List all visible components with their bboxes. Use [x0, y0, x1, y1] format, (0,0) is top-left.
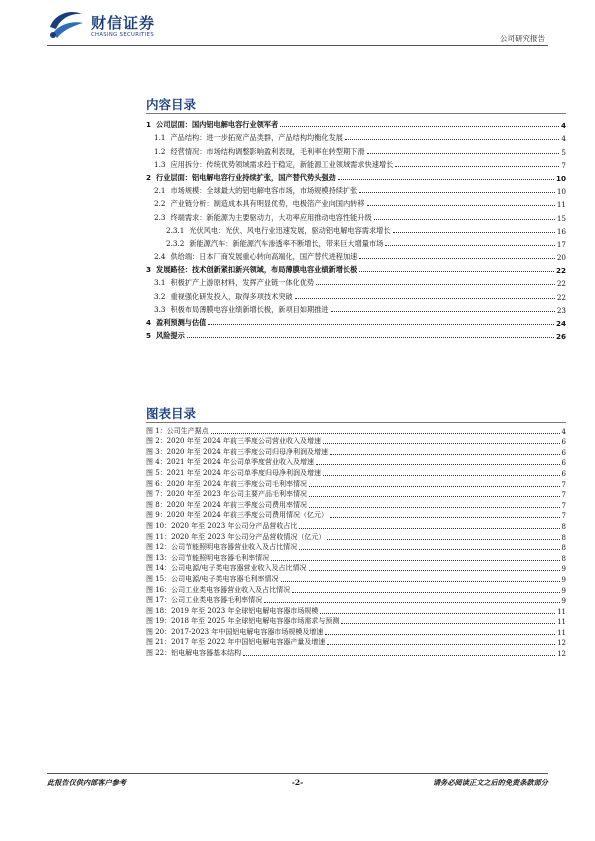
dot-leader [395, 166, 559, 167]
figure-entry-page: 9 [561, 597, 566, 606]
toc-entry-number: 2.2 [154, 199, 166, 209]
figure-entry-page: 7 [561, 512, 566, 521]
toc-entry-text: 供给端：日本厂商发展重心转向高端化，国产替代进程加速 [170, 252, 358, 262]
toc-entry[interactable] [146, 117, 566, 130]
toc-entry[interactable] [146, 275, 566, 288]
dot-leader [338, 179, 554, 180]
footer-divider [47, 773, 548, 774]
figure-entry-page: 8 [561, 544, 566, 553]
dot-leader [385, 245, 554, 246]
dot-leader [345, 139, 559, 140]
figure-entry-label: 图 21：2017 年至 2022 年中国铝电解电容器产量及增速 [146, 638, 326, 647]
figure-entry-page: 8 [561, 554, 566, 563]
dot-leader [281, 581, 560, 582]
figure-entry-label: 图 1：公司生产据点 [146, 426, 209, 435]
dot-leader [243, 655, 555, 656]
figure-entry[interactable] [146, 478, 566, 489]
toc-entry-page: 4 [560, 121, 566, 131]
dot-leader [327, 539, 559, 540]
dot-leader [271, 560, 559, 561]
figure-entry[interactable] [146, 436, 566, 447]
figure-entry[interactable] [146, 584, 566, 595]
figure-entry[interactable] [146, 552, 566, 563]
toc-entry-page: 7 [561, 160, 566, 170]
dot-leader [309, 496, 560, 497]
figure-entry[interactable] [146, 542, 566, 553]
toc-entry-text: 积极布局薄膜电容业绩新增长极，新项目如期推进 [170, 304, 329, 314]
toc-entry-label [146, 318, 206, 328]
figure-entry[interactable] [146, 510, 566, 521]
toc-entry-label [146, 120, 278, 130]
dot-leader [187, 337, 554, 338]
report-type-label: 公司研究报告 [500, 34, 545, 43]
figure-entry-label: 图 18：2019 年至 2023 年全球铝电解电容器市场规模 [146, 606, 319, 615]
figure-entry-label: 图 13：公司节能照明电容器毛利率情况 [146, 553, 270, 562]
toc-entry-text: 产品结构：进一步拓宽产品类群，产品结构均衡化发展 [170, 133, 343, 143]
toc-entry-text: 重视强化研发投入，取得多项技术突破 [170, 291, 293, 301]
dot-leader [280, 126, 559, 127]
toc-entry-page: 5 [561, 147, 566, 157]
toc-title: 内容目录 [146, 97, 197, 112]
toc-entry-text: 公司层面：国内铝电解电容行业领军者 [156, 120, 279, 130]
toc-entry[interactable] [146, 288, 566, 301]
dot-leader [309, 486, 560, 487]
header-divider [47, 45, 548, 46]
logo-name-cn: 财信证券 [91, 14, 156, 32]
figure-entry[interactable] [146, 531, 566, 542]
dot-leader [323, 475, 560, 476]
toc-entry-number: 1.3 [154, 159, 166, 169]
figure-entry-label: 图 15：公司电源/电子类电容器毛利率情况 [146, 574, 279, 583]
toc-entry-number: 5 [146, 331, 152, 341]
toc-entry-label [154, 305, 329, 315]
dot-leader [320, 613, 555, 614]
figure-entry-page: 4 [561, 427, 566, 436]
toc-entry-text: 发展路径：技术创新紧扣新兴领域，布局薄膜电容业绩新增长极 [156, 265, 358, 275]
figure-entry-label: 图 9：2020 年至 2024 年前三季度公司费用情况（亿元） [146, 511, 328, 520]
figure-entry[interactable] [146, 563, 566, 574]
toc-entry-page: 10 [555, 173, 566, 183]
toc-entry-number: 4 [146, 318, 152, 327]
figure-entry-page: 8 [561, 522, 566, 531]
toc-entry-number: 3.3 [154, 304, 166, 314]
toc-entry-number: 1.2 [154, 146, 166, 156]
figure-entry-label: 图 5：2021 年至 2024 年公司单季度归母净利润及增速 [146, 468, 321, 477]
dot-leader [367, 205, 555, 206]
dot-leader [341, 623, 555, 624]
logo-name-en: CHASING SECURITIES [91, 32, 155, 38]
company-logo [47, 9, 187, 45]
dot-leader [264, 602, 559, 603]
toc-entry[interactable] [146, 262, 566, 275]
toc-entry-text: 风险提示 [156, 331, 185, 341]
toc-title-divider [146, 113, 566, 114]
toc-entry-page: 16 [556, 226, 566, 236]
dot-leader [323, 443, 560, 444]
dot-leader [393, 232, 555, 233]
figure-entry[interactable] [146, 605, 566, 616]
figure-entry[interactable] [146, 425, 566, 436]
footer-notice: 请务必阅读正文之后的免责条款部分 [432, 778, 548, 787]
figure-entry-label: 图 2：2020 年至 2024 年前三季度公司营业收入及增速 [146, 437, 321, 446]
dot-leader [374, 219, 555, 220]
figure-entry[interactable] [146, 626, 566, 637]
toc-entry-label [154, 252, 357, 262]
toc-entry-label [146, 265, 357, 275]
toc-entry-text: 积极扩产上游原材料，发挥产业链一体化优势 [170, 278, 315, 288]
figure-entry-label: 图 16：公司工业类电容器营业收入及占比情况 [146, 585, 291, 594]
toc-entry[interactable] [146, 302, 566, 315]
figure-entry-page: 9 [561, 586, 566, 595]
toc-entry-text: 市场规模：全球最大的铝电解电容市场，市场规模持续扩张 [170, 186, 358, 196]
figure-entry-label: 图 6：2020 年至 2024 年前三季度公司毛利率情况 [146, 479, 307, 488]
dot-leader [309, 570, 560, 571]
toc-entry-number: 2.3 [154, 212, 166, 222]
figure-entry-label: 图 11：2020 年至 2023 年公司分产品营收情况（亿元） [146, 532, 326, 541]
toc-entry-label [154, 213, 372, 223]
dot-leader [359, 192, 555, 193]
dot-leader [325, 634, 555, 635]
dot-leader [331, 311, 555, 312]
dot-leader [299, 528, 559, 529]
figure-entry[interactable] [146, 616, 566, 627]
figure-entry-page: 7 [561, 491, 566, 500]
figure-entry-label: 图 22：铝电解电容器基本结构 [146, 649, 242, 658]
toc-entry[interactable] [146, 157, 566, 170]
figure-entry-page: 9 [561, 565, 566, 574]
figure-entry[interactable] [146, 467, 566, 478]
figure-entry[interactable] [146, 446, 566, 457]
toc-entry[interactable] [146, 183, 566, 196]
toc-entry[interactable] [146, 143, 566, 156]
toc-entry-page: 24 [555, 319, 566, 328]
toc-entry-number: 3.1 [154, 278, 166, 288]
toc-entry[interactable] [146, 236, 566, 249]
dot-leader [292, 592, 559, 593]
dot-leader [327, 644, 555, 645]
toc-entry-number: 2 [146, 172, 152, 182]
page-number: -2- [291, 778, 304, 787]
dot-leader [309, 507, 560, 508]
toc-entry-page: 20 [556, 253, 566, 263]
dot-leader [211, 433, 560, 434]
toc-entry-number: 1 [146, 120, 152, 130]
toc-entry-number: 2.3.2 [166, 238, 185, 248]
toc-entry-page: 22 [555, 266, 566, 276]
toc-entry-page: 10 [556, 187, 566, 197]
toc-entry-number: 2.4 [154, 252, 166, 262]
dot-leader [359, 271, 554, 272]
figure-entry-label: 图 8：2020 年至 2024 年前三季度公司费用率情况 [146, 500, 307, 509]
dot-leader [295, 298, 555, 299]
figure-entry-label: 图 17：公司工业类电容器毛利率情况 [146, 596, 263, 605]
figure-entry-page: 9 [561, 575, 566, 584]
toc-entry-label [166, 239, 383, 249]
figures-title-divider [146, 422, 566, 423]
dot-leader [359, 258, 555, 259]
toc-entry[interactable] [146, 209, 566, 222]
logo-mark-icon [47, 9, 85, 41]
figure-list [146, 425, 566, 658]
toc-entry-page: 23 [556, 305, 566, 315]
dot-leader [367, 153, 560, 154]
figure-entry[interactable] [146, 595, 566, 606]
toc-entry-page: 4 [561, 134, 566, 144]
footer-disclaimer: 此报告仅供内部客户参考 [47, 778, 127, 787]
toc-entry-page: 22 [556, 279, 566, 289]
figure-entry[interactable] [146, 499, 566, 510]
toc-entry-page: 17 [556, 239, 566, 249]
figure-entry-label: 图 14：公司电源/电子类电容器营业收入及占比情况 [146, 564, 307, 573]
figure-entry-label: 图 19：2018 年至 2025 年全球铝电解电容器市场需求与预测 [146, 617, 340, 626]
figure-entry-page: 6 [561, 469, 566, 478]
toc-entry-text: 经营情况：市场结构调整影响盈利表现，毛利率在转型期下滑 [170, 146, 365, 156]
toc-entry[interactable] [146, 328, 566, 341]
dot-leader [208, 324, 554, 325]
toc-entry-label [154, 186, 357, 196]
toc-entry-number: 2.1 [154, 186, 166, 196]
toc-entry-label [146, 173, 336, 183]
figure-entry-page: 11 [557, 618, 566, 627]
table-of-contents [146, 117, 566, 341]
figure-entry[interactable] [146, 520, 566, 531]
dot-leader [330, 517, 560, 518]
toc-entry-number: 3 [146, 265, 152, 275]
toc-entry[interactable] [146, 130, 566, 143]
toc-entry-text: 终端需求：新能源为主要驱动力，大功率应用推动电容性能升级 [170, 212, 372, 222]
figure-entry-page: 11 [557, 607, 566, 616]
toc-entry[interactable] [146, 223, 566, 236]
dot-leader [299, 549, 559, 550]
toc-entry[interactable] [146, 170, 566, 183]
toc-entry-label [154, 199, 365, 209]
toc-entry-text: 行业层面：铝电解电容行业持续扩张，国产替代势头强劲 [156, 172, 336, 182]
toc-entry-label [166, 226, 391, 236]
toc-entry-text: 产业链分析：制造成本具有明显优势，电极箔产业向国内转移 [170, 199, 365, 209]
toc-entry[interactable] [146, 196, 566, 209]
figure-entry-page: 6 [561, 459, 566, 468]
toc-entry-number: 1.1 [154, 133, 166, 143]
figure-entry-page: 12 [557, 639, 566, 648]
figure-entry-page: 12 [557, 650, 566, 659]
toc-entry-label [154, 160, 393, 170]
figure-entry-label: 图 4：2021 年至 2024 年公司单季度营业收入及增速 [146, 458, 314, 467]
figure-entry[interactable] [146, 647, 566, 658]
toc-entry-label [154, 292, 293, 302]
figure-entry-label: 图 10：2020 年至 2023 年公司分产品营收占比 [146, 521, 298, 530]
dot-leader [316, 464, 560, 465]
dot-leader [316, 284, 555, 285]
figure-entry-page: 6 [561, 438, 566, 447]
toc-entry-text: 新能源汽车：新能源汽车渗透率不断增长，带来巨大增量市场 [189, 238, 384, 248]
figure-entry-page: 7 [561, 501, 566, 510]
figure-entry-label: 图 3：2020 年至 2024 年前三季度公司归母净利润及增速 [146, 447, 328, 456]
dot-leader [330, 454, 560, 455]
toc-entry-number: 2.3.1 [166, 225, 185, 235]
toc-entry-page: 15 [556, 213, 566, 223]
toc-entry-page: 22 [556, 292, 566, 302]
figure-entry-page: 6 [561, 448, 566, 457]
figure-entry-label: 图 20：2017-2023 年中国铝电解电容器市场规模及增速 [146, 627, 324, 636]
figure-entry-page: 11 [557, 628, 566, 637]
figure-entry-label: 图 7：2020 年至 2023 年公司主要产品毛利率情况 [146, 490, 307, 499]
toc-entry-label [154, 278, 314, 288]
toc-entry-text: 应用拆分：传统优势领域需求趋于稳定，新能源工业领域需求快速增长 [170, 159, 394, 169]
toc-entry[interactable] [146, 249, 566, 262]
figure-entry[interactable] [146, 457, 566, 468]
figures-title: 图表目录 [146, 406, 197, 421]
figure-entry[interactable] [146, 637, 566, 648]
toc-entry-label [154, 133, 343, 143]
figure-entry[interactable] [146, 573, 566, 584]
toc-entry-page: 11 [556, 200, 566, 210]
figure-entry[interactable] [146, 489, 566, 500]
toc-entry[interactable] [146, 315, 566, 328]
toc-entry-page: 26 [555, 332, 566, 342]
toc-entry-text: 盈利预测与估值 [156, 318, 207, 327]
toc-entry-number: 3.2 [154, 291, 166, 301]
figure-entry-page: 8 [561, 533, 566, 542]
toc-entry-label [146, 331, 185, 341]
figure-entry-label: 图 12：公司节能照明电容器营业收入及占比情况 [146, 543, 298, 552]
page-header [0, 0, 595, 48]
toc-entry-text: 光伏风电：光伏、风电行业迅速发展，驱动铝电解电容需求增长 [189, 225, 391, 235]
figure-entry-page: 7 [561, 480, 566, 489]
toc-entry-label [154, 147, 365, 157]
